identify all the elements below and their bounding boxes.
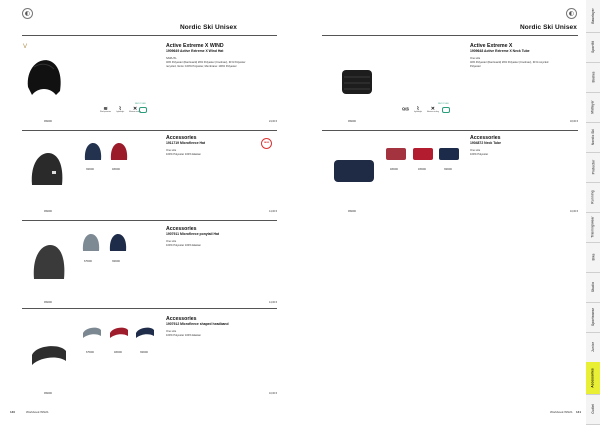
product-image-ponytail-hat (32, 243, 66, 283)
product-material: 100% Polyester 100% Elastan (166, 334, 201, 337)
wind-icon: ≋ Wind protection (100, 106, 112, 113)
product-size: One size (166, 240, 177, 243)
feature-icons (100, 106, 141, 113)
category-title: Active Extreme X (470, 43, 513, 49)
product-image-headband (30, 341, 68, 367)
brand-mark-icon: ᐯ (23, 44, 28, 50)
page-title: Nordic Ski Unisex (180, 24, 237, 31)
page-number: 140 (10, 410, 16, 414)
tab-midlayer[interactable]: Midlayer (586, 92, 600, 123)
moisture-icon: ✕ Moisture wicking (426, 106, 439, 113)
page-number: 141 (576, 410, 582, 414)
tab-sportfit[interactable]: Sportfit (586, 32, 600, 63)
tab-trainingwear[interactable]: Training/wear (586, 212, 600, 243)
product-material: recycled, Vento: 100% Polyester, Membrane: 100% Polyester (166, 65, 237, 68)
swatch-image (84, 142, 102, 162)
feature-icons (402, 106, 439, 113)
product-title: 1911719 Microfleece Hat (166, 141, 206, 145)
eco-label: RECYCLED (438, 103, 449, 105)
swatch-image (412, 147, 434, 161)
tab-outlet[interactable]: Outlet (586, 394, 600, 425)
main-code: 999000 (44, 210, 52, 213)
tab-junior[interactable]: Junior (586, 332, 600, 363)
product-size: S/M/L/XL (166, 57, 177, 60)
product-block (322, 37, 578, 127)
swatch-code: 486000 (112, 168, 120, 171)
category-title: Active Extreme X WIND (166, 43, 224, 49)
moisture-icon: ✕ Moisture wicking (129, 106, 141, 113)
lightweight-icon: ⌇ Lightweight (413, 106, 422, 113)
lightweight-icon: ⌇ Lightweight (116, 106, 125, 113)
swatch-image (109, 233, 127, 253)
main-code: 999000 (44, 301, 52, 304)
page-title: Nordic Ski Unisex (520, 24, 577, 31)
tab-baselayer[interactable]: Baselayer (586, 0, 600, 33)
swatch-image (82, 325, 102, 339)
recycle-icon (139, 107, 147, 113)
category-title: Accessories (470, 135, 501, 141)
price: 14,00 € (269, 301, 277, 304)
price: 18,00 € (570, 120, 578, 123)
category-title: Accessories (166, 316, 197, 322)
tab-protector[interactable]: Protector (586, 152, 600, 183)
swatch-code: 675000 (84, 260, 92, 263)
header-divider (22, 35, 277, 36)
tab-sportswear[interactable]: Sportswear (586, 302, 600, 333)
swatch-code: 396000 (86, 168, 94, 171)
swatch-image (385, 147, 407, 161)
product-material: 40% Polyester (DanGuard) 29% Polyester (Coolmax), 31% Polyester (166, 61, 246, 64)
main-code: 999000 (44, 120, 52, 123)
product-size: One size (166, 149, 177, 152)
tab-studio[interactable]: Studio (586, 272, 600, 303)
main-code: 999000 (348, 210, 356, 213)
swatch-code: 675000 (86, 351, 94, 354)
product-title: 1909648 Active Extreme X Neck Tube (470, 49, 530, 53)
swatch-image (109, 325, 129, 339)
swatch-image (110, 142, 128, 162)
recycle-icon (442, 107, 450, 113)
swatch-code: 396000 (140, 351, 148, 354)
swatch-code: 465000 (418, 168, 426, 171)
section-tabs (586, 0, 600, 424)
category-title: Accessories (166, 135, 197, 141)
brand-logo-icon: ◐ (566, 8, 577, 19)
product-material: 100% Polyester (470, 153, 489, 156)
product-material: 100% Polyester 100% Elastan (166, 153, 201, 156)
new-badge: NEW (261, 138, 272, 149)
product-material: 40% Polyester (DanGuard) 29% Polyester (Coolmax), 31% recycled (470, 61, 549, 64)
price: 10,00 € (269, 392, 277, 395)
product-title: 1907912 Microfleece shaped headband (166, 322, 229, 326)
price: 14,00 € (269, 210, 277, 213)
header-divider (322, 35, 578, 36)
one-size-icon: O/S One size (402, 106, 409, 112)
price: 10,00 € (570, 210, 578, 213)
product-block (22, 309, 277, 399)
swatch-code: 396000 (444, 168, 452, 171)
product-image-neck-tube (340, 67, 374, 97)
product-block (322, 131, 578, 219)
tab-bike[interactable]: Bike (586, 242, 600, 273)
swatch-code: 486000 (114, 351, 122, 354)
brand-logo-icon: ◐ (22, 8, 33, 19)
product-title: 1904872 Neck Tube (470, 141, 502, 145)
category-title: Accessories (166, 226, 197, 232)
swatch-image (438, 147, 460, 161)
main-code: 999000 (44, 392, 52, 395)
product-block (22, 221, 277, 309)
product-block (22, 37, 277, 133)
swatch-image (135, 325, 155, 339)
product-image-microfleece-hat (30, 151, 64, 189)
swatch-code: 396000 (112, 260, 120, 263)
tab-bodies[interactable]: Bodies (586, 62, 600, 93)
main-code: 999000 (348, 120, 356, 123)
tab-accessories[interactable]: Accessories (586, 362, 600, 395)
product-material: Polyester (470, 65, 481, 68)
product-title: 1909649 Active Extreme X Wind Hat (166, 49, 224, 53)
swatch-code: 486000 (390, 168, 398, 171)
product-size: One size (470, 57, 481, 60)
product-material: 100% Polyester 100% Elastan (166, 244, 201, 247)
eco-label: RECYCLED (135, 103, 146, 105)
product-block (22, 131, 277, 221)
product-image-wind-hat (24, 57, 62, 99)
catalog-name: Workbook WN21 (550, 410, 573, 414)
price: 24,00 € (269, 120, 277, 123)
product-size: One size (166, 330, 177, 333)
product-size: One size (470, 149, 481, 152)
tab-nordic-ski[interactable]: Nordic Ski (586, 122, 600, 153)
tab-running[interactable]: Running (586, 182, 600, 213)
swatch-image (82, 233, 100, 253)
product-image-neck-tube (332, 157, 376, 185)
catalog-name: Workbook WN21 (26, 410, 49, 414)
product-title: 1907911 Microfleece ponytail Hat (166, 232, 219, 236)
